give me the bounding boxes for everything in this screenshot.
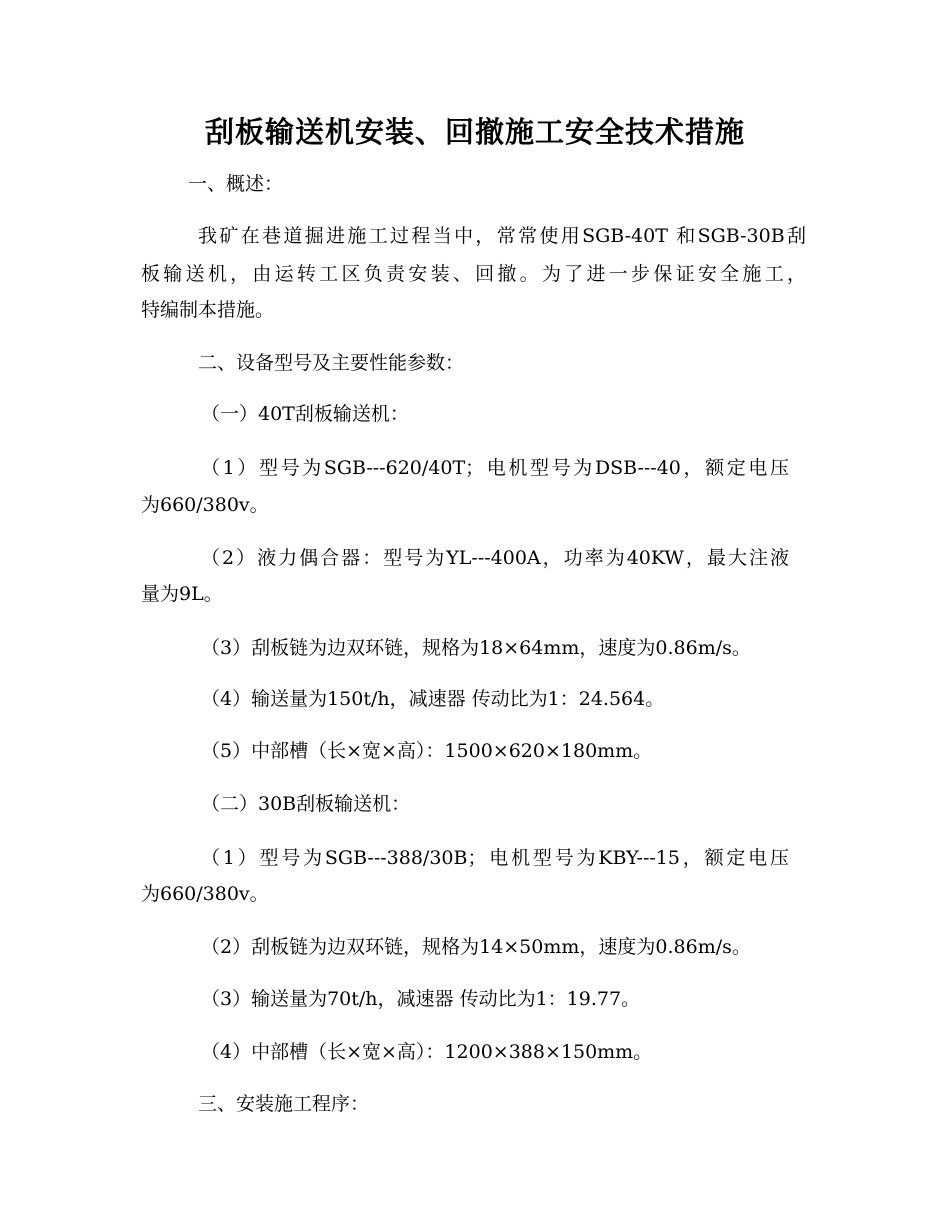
paragraph-line: 特编制本措施。 (141, 299, 275, 321)
paragraph-line: 为660/380v。 (141, 494, 269, 516)
subsection-heading-40t: （一）40T刮板输送机： (201, 403, 409, 425)
paragraph-line: 我矿在巷道掘进施工过程当中，常常使用SGB-40T 和SGB-30B刮 (198, 225, 806, 247)
paragraph-line: 量为9L。 (141, 583, 223, 605)
paragraph-line: （1）型号为SGB---620/40T；电机型号为DSB---40，额定电压 (201, 457, 789, 479)
section-heading-parameters: 二、设备型号及主要性能参数： (198, 352, 465, 374)
section-heading-overview: 一、概述： (188, 173, 284, 195)
paragraph-line: （1）型号为SGB---388/30B；电机型号为KBY---15，额定电压 (201, 847, 789, 869)
paragraph-line: （2）刮板链为边双环链，规格为14×50mm，速度为0.86m/s。 (201, 936, 751, 958)
paragraph-line: （3）输送量为70t/h，减速器 传动比为1：19.77。 (201, 988, 641, 1010)
paragraph-line: （5）中部槽（长×宽×高）：1500×620×180mm。 (201, 740, 653, 762)
paragraph-line: 板输送机，由运转工区负责安装、回撤。为了进一步保证安全施工， (141, 263, 806, 285)
section-heading-installation: 三、安装施工程序： (198, 1093, 370, 1115)
subsection-heading-30b: （二）30B刮板输送机： (201, 793, 411, 815)
paragraph-line: （2）液力偶合器：型号为YL---400A，功率为40KW，最大注液 (201, 547, 789, 569)
paragraph-line: （4）输送量为150t/h，减速器 传动比为1：24.564。 (201, 688, 665, 710)
paragraph-line: 为660/380v。 (141, 883, 269, 905)
document-title: 刮板输送机安装、回撤施工安全技术措施 (204, 115, 745, 149)
paragraph-line: （3）刮板链为边双环链，规格为18×64mm，速度为0.86m/s。 (201, 637, 751, 659)
paragraph-line: （4）中部槽（长×宽×高）：1200×388×150mm。 (201, 1041, 653, 1063)
